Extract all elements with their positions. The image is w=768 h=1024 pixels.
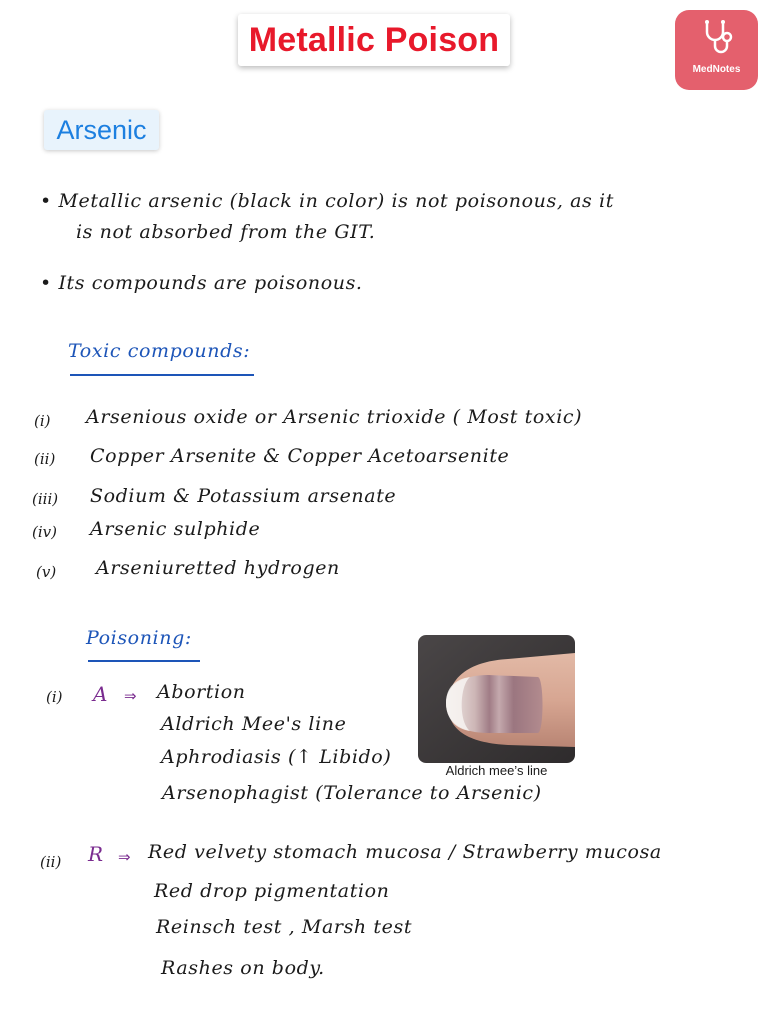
bullet-2: • Its compounds are poisonous. — [40, 272, 363, 294]
bullet-1-line-1: • Metallic arsenic (black in color) is not poisonous, as it — [40, 190, 614, 212]
poisoning-r-line-3: Reinsch test , Marsh test — [156, 916, 413, 938]
image-caption: Aldrich mee’s line — [445, 763, 548, 778]
toxic-compounds-underline — [70, 374, 254, 376]
compound-num-2: (ii) — [34, 450, 56, 468]
page-title: Metallic Poison — [248, 20, 500, 59]
compound-1: Arsenious oxide or Arsenic trioxide ( Most toxic) — [86, 406, 583, 428]
section-heading-box — [44, 110, 159, 150]
mednotes-logo — [675, 10, 758, 90]
section-heading: Arsenic — [56, 114, 147, 145]
poisoning-num-1: (i) — [46, 688, 63, 706]
arrow-icon: ⇒ — [124, 687, 137, 705]
poisoning-a-line-2: Aldrich Mee's line — [161, 713, 347, 735]
poisoning-r-line-4: Rashes on body. — [161, 957, 325, 979]
poisoning-a-line-3: Aphrodiasis (↑ Libido) — [161, 746, 392, 768]
poisoning-r-line-1: Red velvety stomach mucosa / Strawberry mucosa — [148, 841, 662, 863]
poisoning-letter-a: A — [93, 682, 108, 706]
page-title-box — [238, 14, 510, 66]
arrow-icon: ⇒ — [118, 848, 131, 866]
toxic-compounds-heading: Toxic compounds: — [68, 340, 251, 362]
compound-3: Sodium & Potassium arsenate — [90, 485, 397, 507]
compound-num-4: (iv) — [32, 523, 57, 541]
bullet-1-line-2: is not absorbed from the GIT. — [76, 221, 376, 243]
poisoning-r-line-2: Red drop pigmentation — [154, 880, 390, 902]
poisoning-a-line-1: Abortion — [157, 681, 246, 703]
compound-4: Arsenic sulphide — [90, 518, 261, 540]
poisoning-heading: Poisoning: — [86, 627, 192, 649]
poisoning-a-line-4: Arsenophagist (Tolerance to Arsenic) — [162, 782, 542, 804]
poisoning-num-2: (ii) — [40, 853, 62, 871]
compound-num-3: (iii) — [32, 490, 59, 508]
compound-num-1: (i) — [34, 412, 51, 430]
logo-label: MedNotes — [692, 64, 741, 75]
compound-5: Arseniuretted hydrogen — [96, 557, 340, 579]
compound-num-5: (v) — [36, 563, 57, 581]
aldrich-mees-line-photo — [418, 635, 575, 763]
poisoning-letter-r: R — [88, 842, 104, 866]
poisoning-underline — [88, 660, 200, 662]
compound-2: Copper Arsenite & Copper Acetoarsenite — [90, 445, 510, 467]
stethoscope-icon — [699, 18, 735, 58]
